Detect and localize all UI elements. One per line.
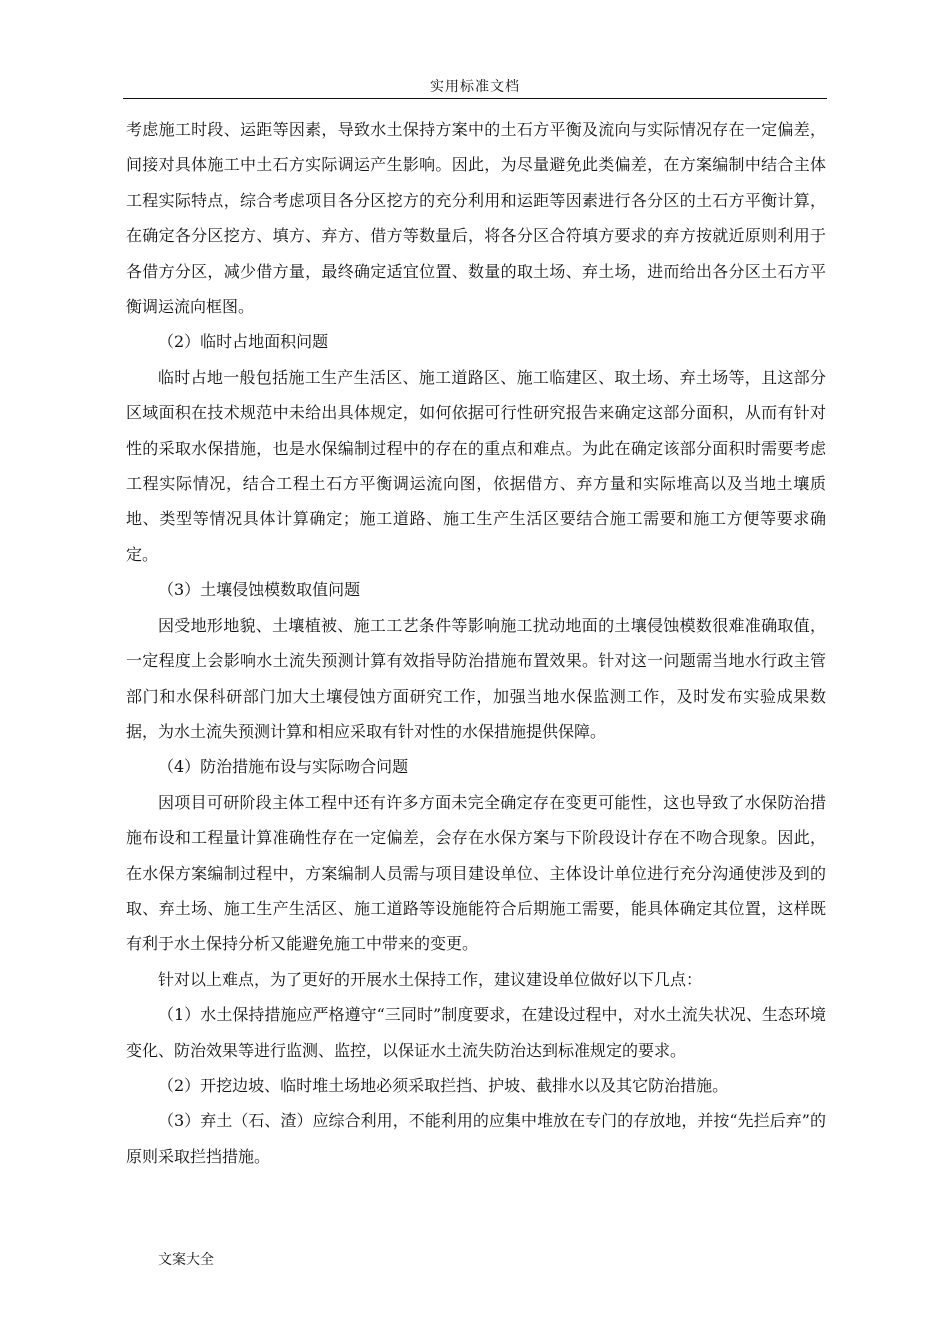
paragraph-recommendations-intro: 针对以上难点，为了更好的开展水土保持工作，建议建设单位做好以下几点：: [158, 969, 703, 989]
page-header-title: 实用标准文档: [430, 79, 520, 95]
paragraph-temporary-land: 临时占地一般包括施工生产生活区、施工道路区、施工临建区、取土场、弃土场等，且这部分区域面积在技术规范中未给出具体规定，如何依据可行性研究报告来确定这部分面积，从而有针对性的采取水保措施，也是水保编制过程中的存在的重点和难点。为此在确定该部分面积时需要考虑工程实际情况，结合工程土石方平衡调运流向图，依据借方、弃方量和实际堆高以及当地土壤质地、类型等情况具体计算确定；施工道路、施工生产生活区要结合施工需要和施工方便等要求确定。: [126, 367, 826, 564]
recommendation-item-2: （2）开挖边坡、临时堆土场地必须采取拦挡、护坡、截排水以及其它防治措施。: [158, 1075, 729, 1095]
paragraph-erosion-modulus: 因受地形地貌、土壤植被、施工工艺条件等影响施工扰动地面的土壤侵蚀模数很难准确取值，一定程度上会影响水土流失预测计算有效指导防治措施布置效果。针对这一问题需当地水行政主管部门和水保科研部门加大土壤侵蚀方面研究工作，加强当地水保监测工作，及时发布实验成果数据，为水土流失预测计算和相应采取有针对性的水保措施提供保障。: [126, 615, 826, 741]
section-heading-temporary-land: （2）临时占地面积问题: [158, 332, 329, 352]
page-footer-text: 文案大全: [158, 1252, 214, 1268]
header-divider: [123, 98, 827, 99]
recommendation-item-3: （3）弃土（石、渣）应综合利用，不能利用的应集中堆放在专门的存放地，并按“先拦后弃”的原则采取拦挡措施。: [126, 1111, 826, 1166]
document-body: [126, 112, 826, 1174]
paragraph-measures-layout: 因项目可研阶段主体工程中还有许多方面未完全确定存在变更可能性，这也导致了水保防治措施布设和工程量计算准确性存在一定偏差，会存在水保方案与下阶段设计存在不吻合现象。因此，在水保方案编制过程中，方案编制人员需与项目建设单位、主体设计单位进行充分沟通使涉及到的取、弃土场、施工生产生活区、施工道路等设施能符合后期施工需要，能具体确定其位置，这样既有利于水土保持分析又能避免施工中带来的变更。: [126, 792, 826, 954]
section-heading-erosion-modulus: （3）土壤侵蚀模数取值问题: [158, 580, 361, 600]
paragraph-earthwork-balance: 考虑施工时段、运距等因素，导致水土保持方案中的土石方平衡及流向与实际情况存在一定偏差，间接对具体施工中土石方实际调运产生影响。因此，为尽量避免此类偏差，在方案编制中结合主体工程实际特点，综合考虑项目各分区挖方的充分利用和运距等因素进行各分区的土石方平衡计算，在确定各分区挖方、填方、弃方、借方等数量后，将各分区合符填方要求的弃方按就近原则利用于各借方分区，减少借方量，最终确定适宜位置、数量的取土场、弃土场，进而给出各分区土石方平衡调运流向框图。: [126, 120, 826, 317]
recommendation-item-1: （1）水土保持措施应严格遵守“三同时”制度要求，在建设过程中，对水土流失状况、生态环境变化、防治效果等进行监测、监控，以保证水土流失防治达到标准规定的要求。: [126, 1005, 826, 1060]
section-heading-measures-layout: （4）防治措施布设与实际吻合问题: [158, 757, 409, 777]
